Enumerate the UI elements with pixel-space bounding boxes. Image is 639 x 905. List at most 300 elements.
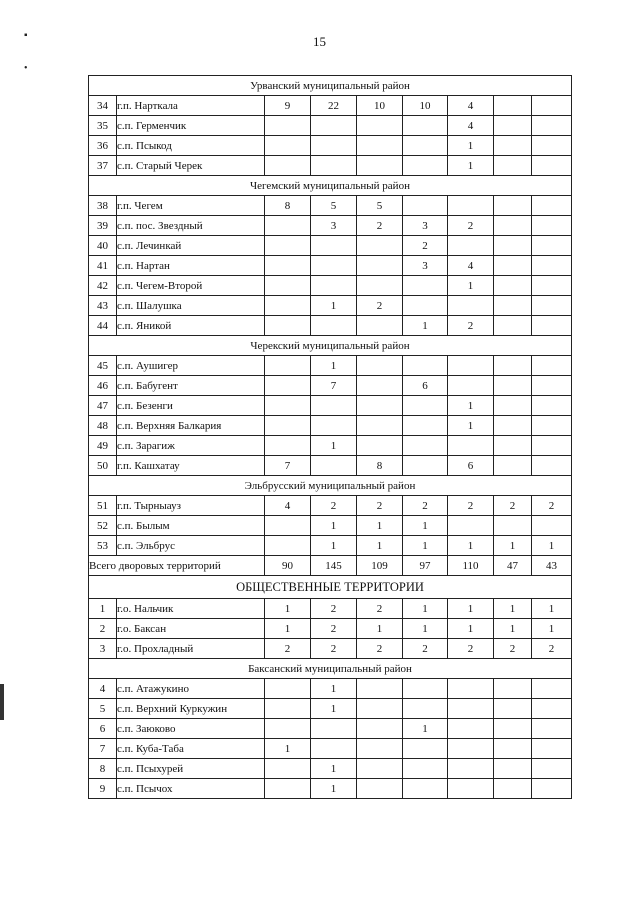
- value-cell: 2: [357, 496, 403, 516]
- value-cell: [357, 356, 403, 376]
- row-number: 41: [89, 256, 117, 276]
- value-cell: [532, 96, 572, 116]
- value-cell: [494, 759, 532, 779]
- value-cell: 2: [265, 639, 311, 659]
- value-cell: 2: [448, 496, 494, 516]
- value-cell: 2: [532, 496, 572, 516]
- value-cell: 6: [403, 376, 448, 396]
- value-cell: 7: [311, 376, 357, 396]
- value-cell: [265, 216, 311, 236]
- settlement-name: г.п. Кашхатау: [117, 456, 265, 476]
- table-row: [89, 619, 572, 639]
- row-number: 42: [89, 276, 117, 296]
- row-number: 38: [89, 196, 117, 216]
- value-cell: [403, 356, 448, 376]
- value-cell: [403, 679, 448, 699]
- row-number: 40: [89, 236, 117, 256]
- settlement-name: с.п. Безенги: [117, 396, 265, 416]
- value-cell: [494, 376, 532, 396]
- value-cell: 1: [311, 779, 357, 799]
- value-cell: [265, 376, 311, 396]
- value-cell: [403, 699, 448, 719]
- table-row: [89, 156, 572, 176]
- settlement-name: с.п. Верхний Куркужин: [117, 699, 265, 719]
- table-row: [89, 679, 572, 699]
- row-number: 4: [89, 679, 117, 699]
- value-cell: [448, 196, 494, 216]
- section-header-row: [89, 336, 572, 356]
- settlement-name: г.п. Чегем: [117, 196, 265, 216]
- value-cell: 8: [265, 196, 311, 216]
- value-cell: 2: [448, 316, 494, 336]
- value-cell: [532, 356, 572, 376]
- value-cell: 1: [403, 599, 448, 619]
- territories-table: [88, 75, 572, 799]
- value-cell: 2: [357, 599, 403, 619]
- value-cell: 1: [265, 619, 311, 639]
- row-number: 1: [89, 599, 117, 619]
- row-number: 34: [89, 96, 117, 116]
- settlement-name: г.о. Нальчик: [117, 599, 265, 619]
- table-row: [89, 96, 572, 116]
- value-cell: [403, 456, 448, 476]
- value-cell: 4: [448, 256, 494, 276]
- value-cell: [357, 136, 403, 156]
- row-number: 50: [89, 456, 117, 476]
- value-cell: 10: [357, 96, 403, 116]
- value-cell: [265, 276, 311, 296]
- value-cell: [357, 759, 403, 779]
- value-cell: 4: [448, 96, 494, 116]
- value-cell: 1: [448, 416, 494, 436]
- value-cell: [448, 296, 494, 316]
- settlement-name: г.п. Нарткала: [117, 96, 265, 116]
- value-cell: [357, 719, 403, 739]
- value-cell: [532, 779, 572, 799]
- total-row: [89, 556, 572, 576]
- value-cell: [357, 416, 403, 436]
- value-cell: [311, 156, 357, 176]
- value-cell: [403, 196, 448, 216]
- value-cell: [403, 116, 448, 136]
- table-row: [89, 136, 572, 156]
- value-cell: 1: [448, 536, 494, 556]
- value-cell: [494, 356, 532, 376]
- value-cell: [265, 396, 311, 416]
- settlement-name: с.п. Былым: [117, 516, 265, 536]
- row-number: 47: [89, 396, 117, 416]
- row-number: 9: [89, 779, 117, 799]
- value-cell: [311, 316, 357, 336]
- value-cell: [265, 316, 311, 336]
- table-row: [89, 719, 572, 739]
- value-cell: 1: [265, 599, 311, 619]
- value-cell: 2: [311, 496, 357, 516]
- settlement-name: с.п. Бабугент: [117, 376, 265, 396]
- value-cell: 1: [311, 296, 357, 316]
- value-cell: 8: [357, 456, 403, 476]
- value-cell: 1: [494, 536, 532, 556]
- settlement-name: с.п. Псычох: [117, 779, 265, 799]
- value-cell: 1: [494, 619, 532, 639]
- value-cell: 2: [311, 599, 357, 619]
- value-cell: [403, 396, 448, 416]
- table-row: [89, 216, 572, 236]
- value-cell: [403, 779, 448, 799]
- value-cell: [532, 256, 572, 276]
- table-row: [89, 416, 572, 436]
- value-cell: [532, 236, 572, 256]
- value-cell: [532, 699, 572, 719]
- value-cell: [448, 236, 494, 256]
- total-value: 110: [448, 556, 494, 576]
- value-cell: 1: [532, 619, 572, 639]
- value-cell: [265, 256, 311, 276]
- table-row: [89, 779, 572, 799]
- row-number: 36: [89, 136, 117, 156]
- total-value: 109: [357, 556, 403, 576]
- row-number: 44: [89, 316, 117, 336]
- value-cell: [532, 719, 572, 739]
- value-cell: 2: [311, 619, 357, 639]
- value-cell: [494, 216, 532, 236]
- row-number: 37: [89, 156, 117, 176]
- value-cell: 2: [357, 639, 403, 659]
- row-number: 45: [89, 356, 117, 376]
- table-row: [89, 739, 572, 759]
- settlement-name: г.о. Баксан: [117, 619, 265, 639]
- section-header: Эльбрусский муниципальный район: [89, 476, 572, 496]
- value-cell: [403, 296, 448, 316]
- value-cell: [494, 436, 532, 456]
- value-cell: [357, 236, 403, 256]
- settlement-name: с.п. Нартан: [117, 256, 265, 276]
- section-header-row: [89, 76, 572, 96]
- value-cell: [494, 679, 532, 699]
- value-cell: [494, 699, 532, 719]
- value-cell: 1: [311, 516, 357, 536]
- value-cell: 1: [448, 599, 494, 619]
- value-cell: 2: [448, 216, 494, 236]
- value-cell: [494, 196, 532, 216]
- value-cell: [448, 719, 494, 739]
- settlement-name: с.п. Зарагиж: [117, 436, 265, 456]
- section-header: Баксанский муниципальный район: [89, 659, 572, 679]
- value-cell: [403, 136, 448, 156]
- settlement-name: с.п. Аушигер: [117, 356, 265, 376]
- value-cell: [494, 779, 532, 799]
- value-cell: 1: [448, 276, 494, 296]
- table-row: [89, 699, 572, 719]
- value-cell: [357, 376, 403, 396]
- settlement-name: г.о. Прохладный: [117, 639, 265, 659]
- value-cell: [448, 779, 494, 799]
- value-cell: [494, 156, 532, 176]
- value-cell: 10: [403, 96, 448, 116]
- value-cell: 2: [403, 639, 448, 659]
- value-cell: [265, 719, 311, 739]
- value-cell: [265, 516, 311, 536]
- total-value: 47: [494, 556, 532, 576]
- value-cell: 1: [448, 619, 494, 639]
- value-cell: [265, 416, 311, 436]
- value-cell: [265, 779, 311, 799]
- value-cell: [494, 256, 532, 276]
- value-cell: 4: [448, 116, 494, 136]
- table-row: [89, 296, 572, 316]
- value-cell: 2: [403, 236, 448, 256]
- section-header-row: [89, 176, 572, 196]
- table-row: [89, 436, 572, 456]
- value-cell: [494, 276, 532, 296]
- value-cell: [448, 699, 494, 719]
- value-cell: 4: [265, 496, 311, 516]
- value-cell: [265, 356, 311, 376]
- value-cell: 3: [403, 256, 448, 276]
- value-cell: [311, 256, 357, 276]
- value-cell: [494, 236, 532, 256]
- settlement-name: с.п. Заюково: [117, 719, 265, 739]
- value-cell: [311, 416, 357, 436]
- settlement-name: с.п. Эльбрус: [117, 536, 265, 556]
- value-cell: [265, 156, 311, 176]
- value-cell: [311, 456, 357, 476]
- table-row: [89, 376, 572, 396]
- value-cell: [311, 396, 357, 416]
- row-number: 39: [89, 216, 117, 236]
- settlement-name: г.п. Тырныауз: [117, 496, 265, 516]
- value-cell: [357, 316, 403, 336]
- value-cell: [311, 276, 357, 296]
- value-cell: [265, 436, 311, 456]
- value-cell: 2: [357, 296, 403, 316]
- value-cell: 3: [311, 216, 357, 236]
- value-cell: [532, 216, 572, 236]
- section-header: Урванский муниципальный район: [89, 76, 572, 96]
- value-cell: [448, 356, 494, 376]
- settlement-name: с.п. Герменчик: [117, 116, 265, 136]
- value-cell: 3: [403, 216, 448, 236]
- table-row: [89, 316, 572, 336]
- row-number: 3: [89, 639, 117, 659]
- settlement-name: с.п. Атажукино: [117, 679, 265, 699]
- value-cell: [357, 436, 403, 456]
- value-cell: 1: [311, 699, 357, 719]
- binding-mark: [0, 684, 4, 720]
- value-cell: [532, 376, 572, 396]
- settlement-name: с.п. Шалушка: [117, 296, 265, 316]
- table-row: [89, 456, 572, 476]
- value-cell: [494, 719, 532, 739]
- table-row: [89, 256, 572, 276]
- value-cell: 2: [448, 639, 494, 659]
- value-cell: [532, 276, 572, 296]
- value-cell: 1: [494, 599, 532, 619]
- value-cell: [357, 679, 403, 699]
- value-cell: [311, 739, 357, 759]
- value-cell: [494, 316, 532, 336]
- value-cell: [357, 256, 403, 276]
- value-cell: 1: [403, 316, 448, 336]
- row-number: 6: [89, 719, 117, 739]
- section-header: ОБЩЕСТВЕННЫЕ ТЕРРИТОРИИ: [89, 576, 572, 599]
- scan-mark: ▪: [24, 30, 28, 41]
- table-row: [89, 196, 572, 216]
- value-cell: [448, 516, 494, 536]
- settlement-name: с.п. Куба-Таба: [117, 739, 265, 759]
- value-cell: 1: [403, 619, 448, 639]
- value-cell: [357, 699, 403, 719]
- value-cell: [448, 376, 494, 396]
- value-cell: [448, 679, 494, 699]
- row-number: 43: [89, 296, 117, 316]
- value-cell: [311, 136, 357, 156]
- table-row: [89, 599, 572, 619]
- value-cell: [311, 719, 357, 739]
- value-cell: [265, 759, 311, 779]
- value-cell: [532, 759, 572, 779]
- value-cell: [532, 156, 572, 176]
- value-cell: [311, 116, 357, 136]
- table-row: [89, 116, 572, 136]
- value-cell: 1: [448, 136, 494, 156]
- value-cell: [265, 136, 311, 156]
- value-cell: [532, 679, 572, 699]
- settlement-name: с.п. Верхняя Балкария: [117, 416, 265, 436]
- value-cell: 1: [532, 599, 572, 619]
- value-cell: [448, 739, 494, 759]
- value-cell: 2: [494, 639, 532, 659]
- settlement-name: с.п. Яникой: [117, 316, 265, 336]
- value-cell: 5: [357, 196, 403, 216]
- value-cell: [494, 416, 532, 436]
- row-number: 52: [89, 516, 117, 536]
- section-header-row: [89, 476, 572, 496]
- value-cell: 9: [265, 96, 311, 116]
- value-cell: [357, 156, 403, 176]
- page-number: 15: [313, 34, 326, 49]
- value-cell: [403, 739, 448, 759]
- row-number: 35: [89, 116, 117, 136]
- value-cell: [494, 396, 532, 416]
- value-cell: 2: [357, 216, 403, 236]
- value-cell: [265, 679, 311, 699]
- value-cell: [494, 136, 532, 156]
- value-cell: [494, 456, 532, 476]
- settlement-name: с.п. Чегем-Второй: [117, 276, 265, 296]
- section-header: Черекский муниципальный район: [89, 336, 572, 356]
- value-cell: [265, 536, 311, 556]
- table-row: [89, 396, 572, 416]
- table-row: [89, 356, 572, 376]
- row-number: 53: [89, 536, 117, 556]
- value-cell: [448, 759, 494, 779]
- settlement-name: с.п. Псыхурей: [117, 759, 265, 779]
- section-header: Чегемский муниципальный район: [89, 176, 572, 196]
- value-cell: [265, 116, 311, 136]
- value-cell: [357, 396, 403, 416]
- value-cell: [494, 739, 532, 759]
- table-row: [89, 236, 572, 256]
- value-cell: [357, 739, 403, 759]
- total-label: Всего дворовых территорий: [89, 556, 265, 576]
- value-cell: 1: [311, 679, 357, 699]
- value-cell: 1: [448, 396, 494, 416]
- value-cell: 1: [448, 156, 494, 176]
- scan-mark: •: [24, 63, 28, 74]
- row-number: 51: [89, 496, 117, 516]
- value-cell: 1: [265, 739, 311, 759]
- value-cell: [357, 779, 403, 799]
- value-cell: [494, 96, 532, 116]
- value-cell: [532, 416, 572, 436]
- value-cell: [532, 739, 572, 759]
- value-cell: [532, 456, 572, 476]
- table-row: [89, 639, 572, 659]
- table-row: [89, 536, 572, 556]
- value-cell: 1: [311, 536, 357, 556]
- value-cell: 1: [311, 436, 357, 456]
- value-cell: [403, 436, 448, 456]
- value-cell: 1: [403, 536, 448, 556]
- total-value: 90: [265, 556, 311, 576]
- settlement-name: с.п. Лечинкай: [117, 236, 265, 256]
- value-cell: 2: [311, 639, 357, 659]
- value-cell: 2: [532, 639, 572, 659]
- total-value: 43: [532, 556, 572, 576]
- row-number: 8: [89, 759, 117, 779]
- value-cell: [532, 516, 572, 536]
- settlement-name: с.п. пос. Звездный: [117, 216, 265, 236]
- section-header-row: [89, 576, 572, 599]
- value-cell: 1: [403, 516, 448, 536]
- row-number: 48: [89, 416, 117, 436]
- row-number: 7: [89, 739, 117, 759]
- total-value: 97: [403, 556, 448, 576]
- row-number: 2: [89, 619, 117, 639]
- table-row: [89, 516, 572, 536]
- settlement-name: с.п. Старый Черек: [117, 156, 265, 176]
- value-cell: [403, 156, 448, 176]
- section-header-row: [89, 659, 572, 679]
- value-cell: 2: [494, 496, 532, 516]
- settlement-name: с.п. Псыкод: [117, 136, 265, 156]
- value-cell: [532, 316, 572, 336]
- value-cell: [265, 699, 311, 719]
- value-cell: [403, 759, 448, 779]
- row-number: 5: [89, 699, 117, 719]
- value-cell: 1: [311, 759, 357, 779]
- value-cell: [403, 416, 448, 436]
- value-cell: 7: [265, 456, 311, 476]
- value-cell: 1: [403, 719, 448, 739]
- value-cell: 1: [357, 536, 403, 556]
- value-cell: 1: [357, 619, 403, 639]
- value-cell: 5: [311, 196, 357, 216]
- value-cell: 1: [532, 536, 572, 556]
- row-number: 46: [89, 376, 117, 396]
- value-cell: 22: [311, 96, 357, 116]
- value-cell: [532, 396, 572, 416]
- value-cell: [532, 136, 572, 156]
- value-cell: [403, 276, 448, 296]
- value-cell: 1: [311, 356, 357, 376]
- value-cell: [357, 116, 403, 136]
- value-cell: [494, 516, 532, 536]
- value-cell: [265, 236, 311, 256]
- value-cell: [532, 436, 572, 456]
- value-cell: [532, 296, 572, 316]
